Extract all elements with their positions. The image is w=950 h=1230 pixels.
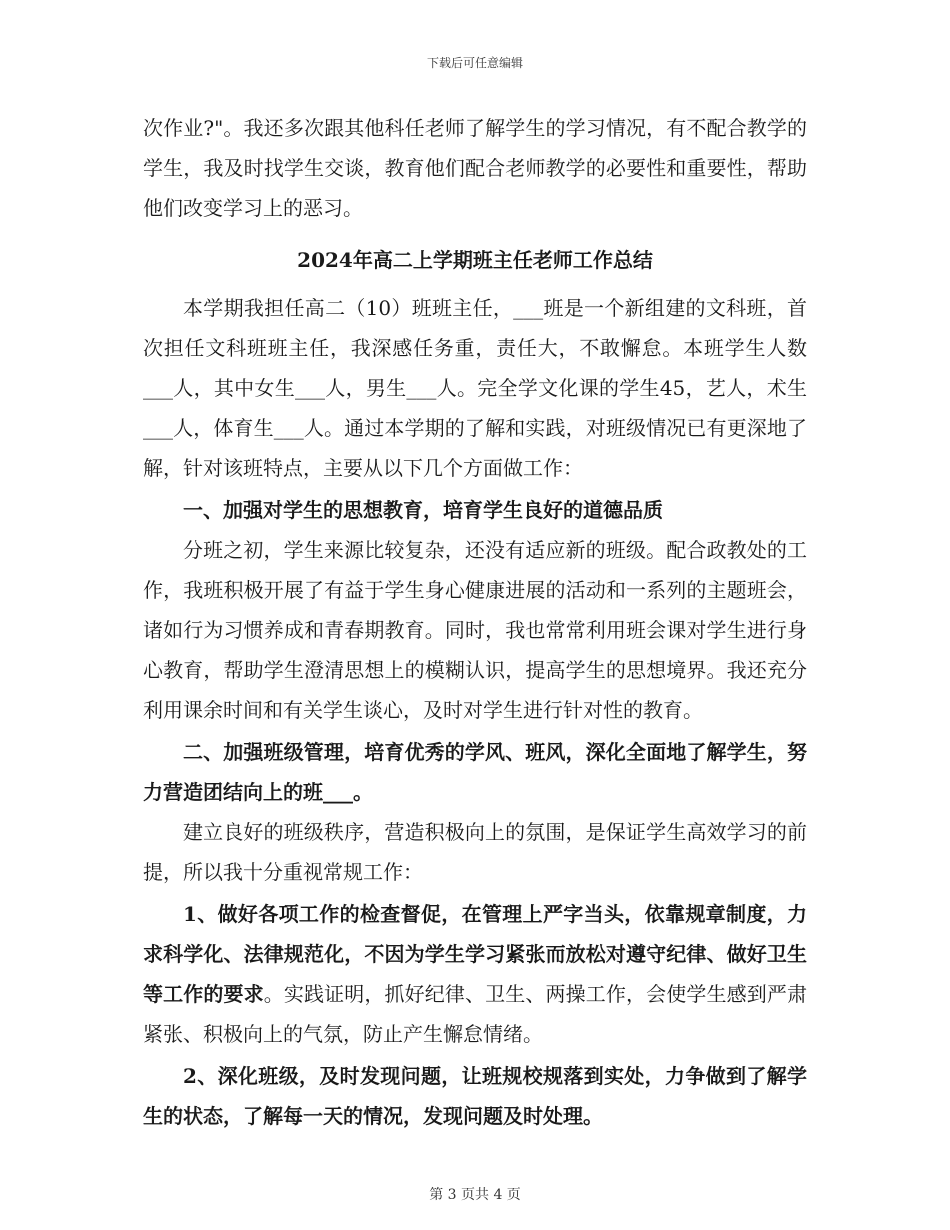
page-header: 下载后可任意编辑 [426, 56, 523, 70]
item-1-normal-text: 。实践证明，抓好纪律、卫生、两操工作，会使学生感到严肃紧张、积极向上的气氛，防止产生懈怠情绪。 [143, 982, 807, 1046]
paragraph-continuation: 次作业?"。我还多次跟其他科任老师了解学生的学习情况，有不配合教学的学生，我及时找学生交谈，教育他们配合老师教学的必要性和重要性，帮助他们改变学习上的恶习。 [143, 116, 807, 220]
paragraph-item-1 [143, 894, 807, 1054]
paragraph-item-2: 2、深化班级，及时发现问题，让班规校规落到实处，力争做到了解学生的状态，了解每一天的情况，发现问题及时处理。 [143, 1064, 807, 1128]
paragraph-section-2: 建立良好的班级秩序，营造积极向上的氛围，是保证学生高效学习的前提，所以我十分重视常规工作： [143, 820, 807, 884]
page-footer: 第 3 页共 4 页 [429, 1187, 521, 1203]
item-1-bold-text: 1、做好各项工作的检查督促，在管理上严字当头，依靠规章制度，力求科学化、法律规范化，不因为学生学习紧张而放松对遵守纪律、做好卫生等工作的要求 [143, 902, 807, 1006]
paragraph-section-1: 分班之初，学生来源比较复杂，还没有适应新的班级。配合政教处的工作，我班积极开展了有益于学生身心健康进展的活动和一系列的主题班会，诸如行为习惯养成和青春期教育。同时，我也常常利用班会课对学生进行身心教育，帮助学生澄清思想上的模糊认识，提高学生的思想境界。我还充分利用课余时间和有关学生谈心，及时对学生进行针对性的教育。 [143, 538, 807, 722]
section-heading-1: 一、加强对学生的思想教育，培育学生良好的道德品质 [183, 498, 663, 522]
section-heading-2: 二、加强班级管理，培育优秀的学风、班风，深化全面地了解学生，努力营造团结向上的班___。 [143, 740, 807, 804]
document-body [143, 108, 807, 1136]
paragraph-intro: 本学期我担任高二（10）班班主任，___班是一个新组建的文科班，首次担任文科班班主任，我深感任务重，责任大，不敢懈怠。本班学生人数___人，其中女生___人，男生___人。完全学文化课的学生45，艺人，术生___人，体育生___人。通过本学期的了解和实践，对班级情况已有更深地了解，针对该班特点，主要从以下几个方面做工作： [143, 296, 807, 480]
document-title: 2024年高二上学期班主任老师工作总结 [297, 248, 653, 272]
